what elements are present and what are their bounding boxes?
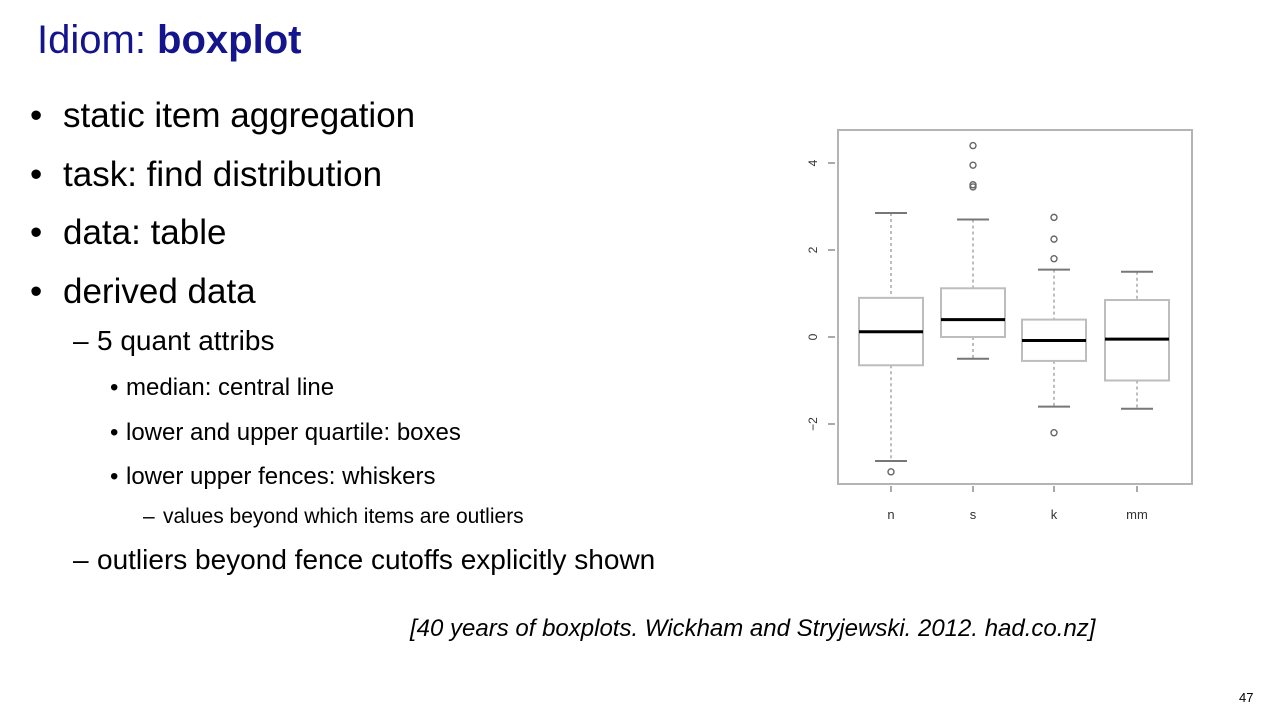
slide-title (37, 18, 301, 63)
quartile-box (941, 288, 1005, 337)
y-tick-label: 0 (806, 333, 821, 341)
bullet-text: data: table (63, 213, 227, 252)
bullet-mark: • (110, 463, 119, 490)
boxplot-chart (790, 122, 1230, 532)
title-prefix: Idiom: (37, 18, 158, 62)
dash-mark: – (73, 325, 89, 356)
citation: [40 years of boxplots. Wickham and Stryjewski. 2012. had.co.nz] (410, 615, 1096, 642)
y-tick-label: −2 (806, 417, 821, 431)
sub-bullet-l3 (110, 419, 461, 447)
bullet-text: derived data (63, 271, 256, 311)
sub-bullet-text: lower upper fences: whiskers (126, 463, 436, 490)
dash-mark: – (73, 544, 89, 575)
y-tick-label: 2 (806, 246, 821, 254)
dash-mark: – (143, 505, 155, 528)
sub-bullet-l3 (110, 463, 435, 491)
outlier-point (888, 469, 894, 475)
bullet-text: task: find distribution (63, 154, 383, 194)
sub-bullet-l4 (143, 505, 524, 529)
bullet-mark: • (30, 154, 43, 194)
sub-bullet-l3 (110, 374, 334, 402)
bullet-mark: • (30, 96, 43, 135)
bullet-mark: • (110, 419, 119, 446)
x-tick-label: mm (1126, 507, 1148, 522)
sub-bullet-l2 (73, 325, 274, 357)
bullet-mark: • (30, 271, 43, 311)
bullet-mark: • (30, 213, 43, 252)
outlier-point (1051, 256, 1057, 262)
outlier-point (1051, 214, 1057, 220)
sub-bullet-text: median: central line (126, 374, 335, 401)
outlier-point (1051, 236, 1057, 242)
sub-bullet-text: values beyond which items are outliers (163, 505, 524, 528)
outlier-point (1051, 430, 1057, 436)
sub-bullet-text: 5 quant attribs (97, 325, 275, 356)
bullet-text: static item aggregation (63, 96, 416, 135)
outlier-point (970, 143, 976, 149)
title-bold: boxplot (157, 18, 302, 62)
sub-bullet-text: outliers beyond fence cutoffs explicitly shown (97, 544, 656, 575)
page-number: 47 (1239, 690, 1254, 705)
x-tick-label: n (887, 507, 895, 522)
x-tick-label: k (1050, 507, 1058, 522)
bullet-mark: • (110, 374, 119, 401)
outlier-point (970, 162, 976, 168)
sub-bullet-l2 (73, 544, 655, 576)
x-tick-label: s (969, 507, 977, 522)
sub-bullet-text: lower and upper quartile: boxes (126, 419, 461, 446)
y-tick-label: 4 (806, 159, 821, 167)
